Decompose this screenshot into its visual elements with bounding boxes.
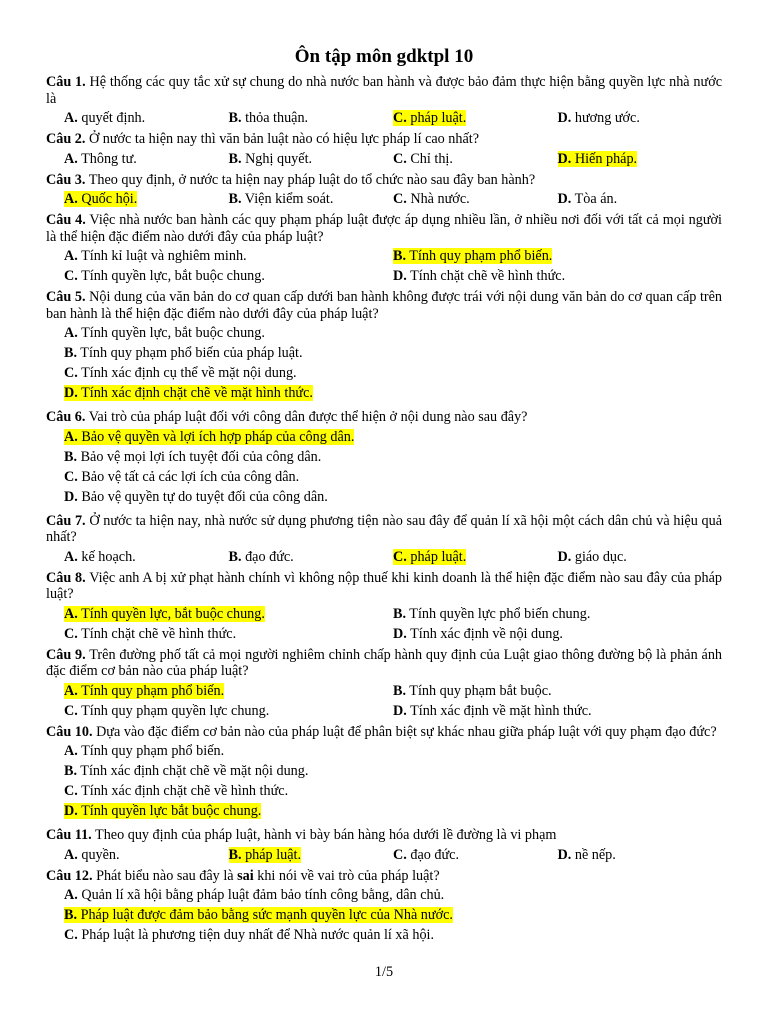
question-block bbox=[46, 131, 722, 168]
page-number: 1/5 bbox=[374, 964, 394, 980]
answer-letter: C. bbox=[64, 468, 78, 485]
answer-option-content bbox=[64, 191, 137, 207]
question-number: Câu 4. bbox=[46, 212, 86, 228]
answer-option bbox=[229, 110, 394, 127]
answer-letter: D. bbox=[64, 385, 78, 401]
answer-option bbox=[393, 703, 722, 720]
answer-text: Pháp luật là phương tiện duy nhất để Nhà nước quản lí xã hội. bbox=[77, 927, 435, 943]
question-block bbox=[46, 212, 722, 285]
answer-option-content bbox=[229, 549, 294, 565]
question-stem: Việc anh A bị xử phạt hành chính vì không nộp thuế khi kinh doanh là thể hiện đặc điểm nào sau đây của pháp luật? bbox=[46, 569, 722, 602]
question-block bbox=[46, 172, 722, 209]
answer-option-content bbox=[64, 743, 224, 759]
answer-text: Quốc hội. bbox=[77, 191, 138, 207]
answer-option bbox=[229, 151, 394, 168]
answer-option bbox=[64, 449, 722, 466]
answer-options bbox=[46, 248, 722, 285]
answer-text: Tính quyền lực phổ biến chung. bbox=[406, 605, 591, 622]
answer-option-content bbox=[393, 683, 552, 699]
answer-letter: D. bbox=[393, 625, 407, 642]
question-number: Câu 1. bbox=[46, 74, 86, 90]
answer-options bbox=[46, 151, 722, 168]
answer-text: Tính chặt chẽ về hình thức. bbox=[77, 625, 237, 642]
answer-option bbox=[64, 469, 722, 486]
answer-letter: B. bbox=[64, 907, 78, 923]
answer-option bbox=[64, 847, 229, 864]
question-text bbox=[46, 172, 722, 189]
answer-option bbox=[393, 268, 722, 285]
answer-option bbox=[64, 927, 722, 944]
question-stem: Nội dung của văn bản do cơ quan cấp dưới ban hành không được trái với nội dung văn bản do cơ quan cấp trên ban hành là thể hiện đặc điểm nào dưới đây của pháp luật? bbox=[46, 289, 723, 322]
answer-option-content bbox=[64, 803, 261, 819]
answer-letter: C. bbox=[393, 846, 407, 863]
answer-text: Tính quy phạm bắt buộc. bbox=[406, 682, 552, 699]
answer-option-correct bbox=[393, 248, 722, 265]
answer-letter: B. bbox=[228, 110, 242, 126]
answer-text: pháp luật. bbox=[406, 548, 467, 565]
answer-text: pháp luật. bbox=[241, 846, 302, 863]
answer-letter: B. bbox=[64, 448, 78, 465]
answer-option-content bbox=[64, 606, 265, 622]
answer-letter: A. bbox=[64, 248, 78, 264]
answer-option-content bbox=[393, 626, 563, 642]
answer-text: Tính quyền lực bắt buộc chung. bbox=[77, 803, 262, 819]
answer-letter: B. bbox=[393, 248, 407, 264]
answer-letter: D. bbox=[64, 488, 78, 505]
answer-text: Thông tư. bbox=[77, 150, 137, 167]
question-number: Câu 5. bbox=[46, 289, 86, 305]
answer-text: Quản lí xã hội bằng pháp luật đảm bảo tính công bằng, dân chủ. bbox=[77, 887, 445, 903]
answer-options bbox=[46, 887, 722, 947]
answer-letter: D. bbox=[64, 803, 78, 819]
question-stem: Dựa vào đặc điểm cơ bản nào của pháp luật để phân biệt sự khác nhau giữa pháp luật với quy phạm đạo đức? bbox=[92, 723, 717, 740]
answer-option-correct bbox=[64, 907, 722, 924]
answer-option bbox=[64, 703, 393, 720]
answer-text: Tính quyền lực, bắt buộc chung. bbox=[77, 325, 265, 341]
answer-text: Chỉ thị. bbox=[406, 150, 453, 167]
answer-text: Tính quy phạm quyền lực chung. bbox=[77, 702, 270, 719]
question-text bbox=[46, 74, 722, 107]
answer-option-content bbox=[64, 703, 269, 719]
answer-options bbox=[46, 743, 722, 823]
answer-option-correct bbox=[64, 191, 229, 208]
question-stem: Ở nước ta hiện nay, nhà nước sử dụng phương tiện nào sau đây để quản lí xã hội một cách dân chủ và hiệu quả nhất? bbox=[46, 512, 722, 545]
answer-option bbox=[64, 626, 393, 643]
answer-option bbox=[64, 151, 229, 168]
answer-option-content bbox=[393, 703, 592, 719]
question-block bbox=[46, 570, 722, 643]
question-text bbox=[46, 570, 722, 603]
answer-option-content bbox=[64, 887, 444, 903]
answer-option bbox=[393, 847, 558, 864]
question-block bbox=[46, 409, 722, 509]
answer-text: giáo dục. bbox=[571, 548, 627, 565]
answer-option-content bbox=[393, 847, 459, 863]
question-block bbox=[46, 513, 722, 566]
answer-letter: B. bbox=[228, 548, 242, 565]
answer-text: Tòa án. bbox=[571, 191, 618, 207]
answer-letter: A. bbox=[64, 846, 78, 863]
answer-option bbox=[64, 365, 722, 382]
answer-option-content bbox=[393, 151, 453, 167]
answer-option bbox=[64, 743, 722, 760]
answer-option-content bbox=[64, 763, 308, 779]
question-number: Câu 11. bbox=[46, 827, 92, 843]
answer-letter: C. bbox=[393, 110, 407, 126]
question-stem: Vai trò của pháp luật đối với công dân được thể hiện ở nội dung nào sau đây? bbox=[85, 409, 528, 425]
answer-option bbox=[558, 191, 723, 208]
answer-option bbox=[558, 847, 723, 864]
answer-option-content bbox=[64, 110, 145, 126]
answer-option-content bbox=[64, 469, 299, 485]
answer-options bbox=[46, 847, 722, 864]
answer-option bbox=[229, 191, 394, 208]
answer-option-content bbox=[558, 847, 616, 863]
question-text bbox=[46, 409, 722, 426]
answer-text: Bảo vệ quyền tự do tuyệt đối của công dân. bbox=[77, 488, 328, 505]
answer-letter: B. bbox=[64, 345, 78, 361]
answer-letter: C. bbox=[393, 548, 407, 565]
answer-text: Hiến pháp. bbox=[571, 150, 638, 167]
answer-letter: B. bbox=[393, 605, 407, 622]
answer-text: Tính quyền lực, bắt buộc chung. bbox=[77, 268, 265, 284]
answer-options bbox=[46, 683, 722, 720]
answer-text: Bảo vệ tất cả các lợi ích của công dân. bbox=[77, 468, 300, 485]
answer-text: Tính quy phạm phổ biến. bbox=[406, 248, 553, 264]
answer-letter: D. bbox=[557, 191, 572, 207]
answer-text: Viện kiểm soát. bbox=[241, 191, 334, 207]
answer-options bbox=[46, 110, 722, 127]
question-stem: Theo quy định, ở nước ta hiện nay pháp luật do tổ chức nào sau đây ban hành? bbox=[85, 171, 536, 188]
answer-letter: A. bbox=[64, 548, 78, 565]
page-title: Ôn tập môn gdktpl 10 bbox=[294, 46, 474, 67]
answer-letter: D. bbox=[557, 846, 572, 863]
answer-letter: A. bbox=[64, 325, 78, 341]
answer-option-content bbox=[64, 549, 136, 565]
answer-option-content bbox=[64, 783, 288, 799]
answer-option-content bbox=[229, 191, 334, 207]
answer-option-correct bbox=[558, 151, 723, 168]
answer-text: Tính xác định chặt chẽ về hình thức. bbox=[77, 783, 289, 799]
answer-option-correct bbox=[64, 385, 722, 402]
question-text bbox=[46, 868, 722, 885]
answer-option-content bbox=[393, 191, 470, 207]
question-text bbox=[46, 513, 722, 546]
answer-option bbox=[64, 110, 229, 127]
answer-text: quyền. bbox=[77, 846, 120, 863]
answer-text: Bảo vệ quyền và lợi ích hợp pháp của công dân. bbox=[77, 428, 355, 445]
answer-letter: B. bbox=[228, 846, 242, 863]
answer-option bbox=[558, 110, 723, 127]
answer-letter: D. bbox=[393, 268, 407, 284]
answer-option bbox=[393, 626, 722, 643]
answer-option bbox=[64, 345, 722, 362]
answer-option bbox=[64, 489, 722, 506]
answer-option-correct bbox=[64, 429, 722, 446]
answer-letter: B. bbox=[64, 763, 78, 779]
answer-letter: A. bbox=[64, 743, 78, 759]
answer-text: Tính xác định chặt chẽ về mặt nội dung. bbox=[77, 763, 309, 779]
answer-options bbox=[46, 549, 722, 566]
question-stem: Việc nhà nước ban hành các quy phạm pháp luật được áp dụng nhiều lần, ở nhiều nơi đối với tất cả mọi người là thể hiện đặc điểm nào dưới đây của pháp luật? bbox=[46, 212, 722, 245]
answer-option-content bbox=[64, 268, 265, 284]
answer-option-content bbox=[64, 927, 434, 943]
question-emphasis: sai bbox=[237, 867, 254, 884]
question-number: Câu 7. bbox=[46, 512, 86, 529]
answer-letter: A. bbox=[64, 682, 78, 699]
answer-option-content bbox=[229, 110, 309, 126]
answer-text: Tính xác định cụ thể về mặt nội dung. bbox=[77, 365, 297, 381]
answer-text: Tính xác định về mặt hình thức. bbox=[406, 702, 592, 719]
answer-text: đạo đức. bbox=[406, 846, 460, 863]
answer-letter: C. bbox=[64, 702, 78, 719]
answer-option-content bbox=[64, 429, 354, 445]
answer-text: Tính kỉ luật và nghiêm minh. bbox=[77, 248, 247, 264]
document-page bbox=[46, 44, 722, 947]
answer-option bbox=[229, 549, 394, 566]
answer-letter: C. bbox=[64, 268, 78, 284]
answer-option-content bbox=[64, 626, 236, 642]
question-stem: khi nói về vai trò của pháp luật? bbox=[253, 867, 440, 884]
answer-option bbox=[393, 191, 558, 208]
answer-option bbox=[64, 549, 229, 566]
answer-letter: B. bbox=[393, 682, 407, 699]
question-stem: Trên đường phố tất cả mọi người nghiêm chỉnh chấp hành quy định của Luật giao thông đường bộ là phản ánh đặc điểm cơ bản nào của pháp luật? bbox=[46, 646, 723, 679]
answer-option-content bbox=[393, 606, 590, 622]
answer-option-content bbox=[64, 489, 328, 505]
question-text bbox=[46, 212, 722, 245]
answer-letter: A. bbox=[64, 110, 78, 126]
answer-option-content bbox=[64, 449, 321, 465]
answer-letter: C. bbox=[64, 927, 78, 943]
answer-option-correct bbox=[393, 110, 558, 127]
question-number: Câu 6. bbox=[46, 409, 86, 425]
question-text bbox=[46, 647, 722, 680]
answer-text: Tính chặt chẽ về hình thức. bbox=[406, 268, 566, 284]
question-stem: Ở nước ta hiện nay thì văn bản luật nào có hiệu lực pháp lí cao nhất? bbox=[85, 131, 480, 147]
answer-option-correct bbox=[64, 606, 393, 623]
answer-text: Tính quy phạm phổ biến. bbox=[77, 743, 225, 759]
answer-option bbox=[64, 887, 722, 904]
answer-text: kế hoạch. bbox=[77, 548, 136, 565]
answer-option-correct bbox=[64, 683, 393, 700]
question-block bbox=[46, 827, 722, 864]
answer-text: Tính quy phạm phổ biến của pháp luật. bbox=[77, 345, 303, 361]
question-number: Câu 8. bbox=[46, 569, 86, 586]
answer-option bbox=[64, 325, 722, 342]
answer-text: Tính quy phạm phổ biến. bbox=[77, 682, 225, 699]
answer-option-content bbox=[64, 345, 303, 361]
answer-option-content bbox=[64, 847, 120, 863]
question-text bbox=[46, 827, 722, 844]
question-block bbox=[46, 647, 722, 720]
answer-option bbox=[393, 606, 722, 623]
answer-letter: D. bbox=[393, 702, 407, 719]
answer-text: đạo đức. bbox=[241, 548, 294, 565]
answer-letter: A. bbox=[64, 191, 78, 207]
answer-letter: C. bbox=[393, 191, 407, 207]
answer-text: Tính quyền lực, bắt buộc chung. bbox=[77, 605, 265, 622]
answer-letter: C. bbox=[64, 783, 78, 799]
answer-text: Nhà nước. bbox=[406, 191, 470, 207]
answer-option-content bbox=[64, 683, 224, 699]
answer-letter: D. bbox=[557, 548, 572, 565]
question-block bbox=[46, 289, 722, 405]
answer-option-content bbox=[393, 549, 466, 565]
answer-letter: C. bbox=[393, 150, 407, 167]
answer-option-content bbox=[558, 191, 618, 207]
question-block bbox=[46, 724, 722, 824]
answer-option-content bbox=[64, 385, 313, 401]
answer-option-content bbox=[558, 549, 627, 565]
question-number: Câu 12. bbox=[46, 867, 93, 884]
answer-letter: C. bbox=[64, 365, 78, 381]
answer-letter: A. bbox=[64, 150, 78, 167]
answer-option-content bbox=[229, 151, 313, 167]
answer-option-content bbox=[558, 151, 638, 167]
answer-option bbox=[64, 763, 722, 780]
answer-text: hương ước. bbox=[571, 110, 640, 126]
question-number: Câu 9. bbox=[46, 646, 86, 663]
answer-option bbox=[393, 683, 722, 700]
answer-option-content bbox=[229, 847, 302, 863]
answer-option bbox=[64, 248, 393, 265]
answer-letter: B. bbox=[228, 191, 242, 207]
answer-letter: A. bbox=[64, 887, 78, 903]
answer-letter: A. bbox=[64, 605, 78, 622]
question-list bbox=[46, 74, 722, 947]
answer-option-content bbox=[393, 268, 565, 284]
answer-options bbox=[46, 429, 722, 509]
answer-option-content bbox=[64, 248, 247, 264]
question-text bbox=[46, 289, 722, 322]
answer-letter: C. bbox=[64, 625, 78, 642]
question-number: Câu 10. bbox=[46, 723, 93, 740]
answer-letter: A. bbox=[64, 428, 78, 445]
question-number: Câu 2. bbox=[46, 131, 86, 147]
question-number: Câu 3. bbox=[46, 171, 86, 188]
answer-option-correct bbox=[64, 803, 722, 820]
answer-text: Nghị quyết. bbox=[241, 150, 313, 167]
question-text bbox=[46, 131, 722, 148]
answer-text: pháp luật. bbox=[406, 110, 467, 126]
answer-text: Bảo vệ mọi lợi ích tuyệt đối của công dân. bbox=[77, 448, 322, 465]
answer-options bbox=[46, 606, 722, 643]
answer-option-content bbox=[558, 110, 640, 126]
answer-option-content bbox=[64, 151, 137, 167]
answer-options bbox=[46, 325, 722, 405]
question-block bbox=[46, 74, 722, 127]
answer-option bbox=[393, 151, 558, 168]
answer-option bbox=[558, 549, 723, 566]
answer-option-correct bbox=[393, 549, 558, 566]
answer-option-content bbox=[393, 248, 552, 264]
answer-letter: D. bbox=[557, 110, 572, 126]
answer-option-content bbox=[64, 365, 297, 381]
question-stem: Hệ thống các quy tắc xử sự chung do nhà nước ban hành và được bảo đảm thực hiện bằng quyền lực nhà nước là bbox=[46, 74, 722, 107]
question-text bbox=[46, 724, 722, 741]
question-stem: Phát biểu nào sau đây là bbox=[92, 867, 238, 884]
answer-options bbox=[46, 191, 722, 208]
answer-option bbox=[64, 783, 722, 800]
question-stem: Theo quy định của pháp luật, hành vi bày bán hàng hóa dưới lề đường là vi phạm bbox=[91, 827, 557, 843]
answer-option bbox=[64, 268, 393, 285]
answer-text: Pháp luật được đảm bảo bằng sức mạnh quyền lực của Nhà nước. bbox=[77, 907, 453, 923]
answer-option-content bbox=[393, 110, 466, 126]
answer-text: thỏa thuận. bbox=[241, 110, 309, 126]
answer-letter: B. bbox=[228, 150, 242, 167]
answer-option-correct bbox=[229, 847, 394, 864]
answer-letter: D. bbox=[557, 150, 572, 167]
answer-text: Tính xác định về nội dung. bbox=[406, 625, 563, 642]
question-block bbox=[46, 868, 722, 948]
answer-text: quyết định. bbox=[77, 110, 146, 126]
answer-text: nề nếp. bbox=[571, 846, 616, 863]
answer-option-content bbox=[64, 907, 453, 923]
answer-option-content bbox=[64, 325, 265, 341]
answer-text: Tính xác định chặt chẽ về mặt hình thức. bbox=[77, 385, 313, 401]
